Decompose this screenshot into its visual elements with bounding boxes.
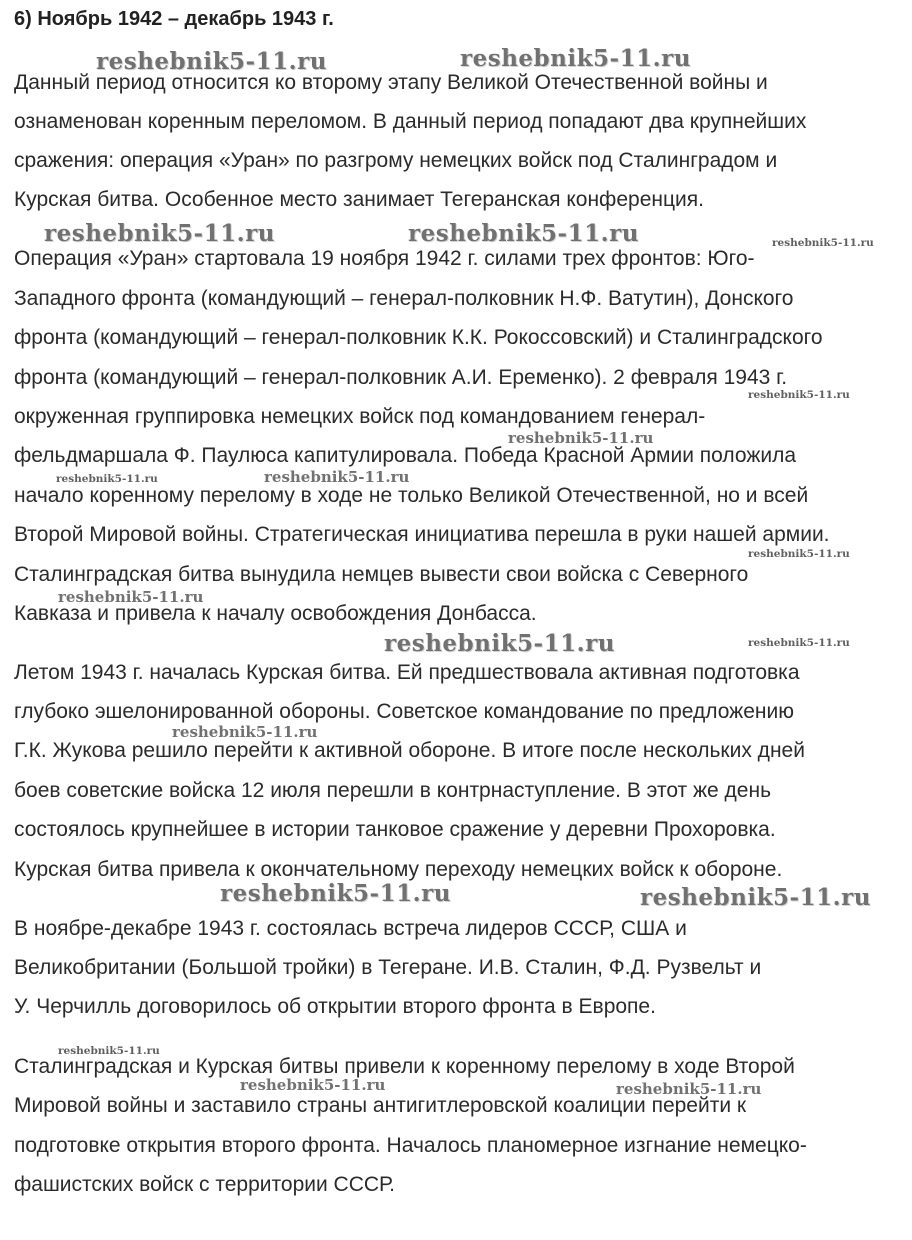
page-heading: 6) Ноябрь 1942 – декабрь 1943 г. — [14, 8, 334, 30]
text-line: подготовке открытия второго фронта. Началось планомерное изгнание немецко- — [14, 1134, 807, 1157]
watermark: reshebnik5-11.ru — [508, 429, 654, 447]
text-line: Курская битва привела к окончательному переходу немецких войск к обороне. — [14, 858, 783, 881]
watermark: reshebnik5-11.ru — [460, 45, 691, 72]
text-line: Сталинградская и Курская битвы привели к коренному перелому в ходе Второй — [14, 1055, 795, 1078]
watermark: reshebnik5-11.ru — [408, 220, 639, 247]
watermark: reshebnik5-11.ru — [58, 588, 204, 606]
watermark: reshebnik5-11.ru — [748, 637, 850, 649]
text-line: Сталинградская битва вынудила немцев вывести свои войска с Северного — [14, 563, 749, 586]
watermark: reshebnik5-11.ru — [264, 468, 410, 486]
watermark: reshebnik5-11.ru — [96, 48, 327, 75]
text-line: фашистских войск с территории СССР. — [14, 1173, 395, 1196]
text-line: Великобритании (Большой тройки) в Тегеране. И.В. Сталин, Ф.Д. Рузвельт и — [14, 956, 762, 979]
text-line: Летом 1943 г. началась Курская битва. Ей предшествовала активная подготовка — [14, 661, 800, 684]
text-line: Западного фронта (командующий – генерал-полковник Н.Ф. Ватутин), Донского — [14, 287, 794, 310]
text-line: фронта (командующий – генерал-полковник К.К. Рокоссовский) и Сталинградского — [14, 326, 823, 349]
watermark: reshebnik5-11.ru — [58, 1045, 160, 1057]
watermark: reshebnik5-11.ru — [172, 723, 318, 741]
watermark: reshebnik5-11.ru — [772, 237, 874, 249]
text-line: глубоко эшелонированной обороны. Советское командование по предложению — [14, 700, 794, 723]
watermark: reshebnik5-11.ru — [240, 1076, 386, 1094]
text-line: У. Черчилль договорилось об открытии второго фронта в Европе. — [14, 995, 656, 1018]
text-line: фронта (командующий – генерал-полковник А.И. Еременко). 2 февраля 1943 г. — [14, 366, 788, 389]
text-line: Г.К. Жукова решило перейти к активной обороне. В итоге после нескольких дней — [14, 739, 805, 762]
text-line: Курская битва. Особенное место занимает Тегеранская конференция. — [14, 188, 704, 211]
watermark: reshebnik5-11.ru — [56, 473, 158, 485]
text-line: Операция «Уран» стартовала 19 ноября 1942 г. силами трех фронтов: Юго- — [14, 247, 755, 270]
watermark: reshebnik5-11.ru — [640, 884, 871, 911]
watermark: reshebnik5-11.ru — [748, 389, 850, 401]
text-line: состоялось крупнейшее в истории танковое сражение у деревни Прохоровка. — [14, 818, 776, 841]
text-line: ознаменован коренным переломом. В данный период попадают два крупнейших — [14, 110, 807, 133]
watermark: reshebnik5-11.ru — [384, 630, 615, 657]
text-line: окруженная группировка немецких войск под командованием генерал- — [14, 405, 706, 428]
watermark: reshebnik5-11.ru — [220, 880, 451, 907]
watermark: reshebnik5-11.ru — [748, 548, 850, 560]
text-line: В ноябре-декабре 1943 г. состоялась встреча лидеров СССР, США и — [14, 917, 687, 940]
watermark: reshebnik5-11.ru — [616, 1080, 762, 1098]
text-line: Мировой войны и заставило страны антигитлеровской коалиции перейти к — [14, 1094, 747, 1117]
text-line: Данный период относится ко второму этапу Великой Отечественной войны и — [14, 71, 768, 94]
text-line: боев советские войска 12 июля перешли в контрнаступление. В этот же день — [14, 779, 772, 802]
text-line: сражения: операция «Уран» по разгрому немецких войск под Сталинградом и — [14, 149, 778, 172]
watermark: reshebnik5-11.ru — [44, 220, 275, 247]
text-line: начало коренному перелому в ходе не только Великой Отечественной, но и всей — [14, 484, 809, 507]
text-line: Кавказа и привела к началу освобождения Донбасса. — [14, 602, 537, 625]
text-line: Второй Мировой войны. Стратегическая инициатива перешла в руки нашей армии. — [14, 523, 830, 546]
text-line: фельдмаршала Ф. Паулюса капитулировала. Победа Красной Армии положила — [14, 444, 797, 467]
